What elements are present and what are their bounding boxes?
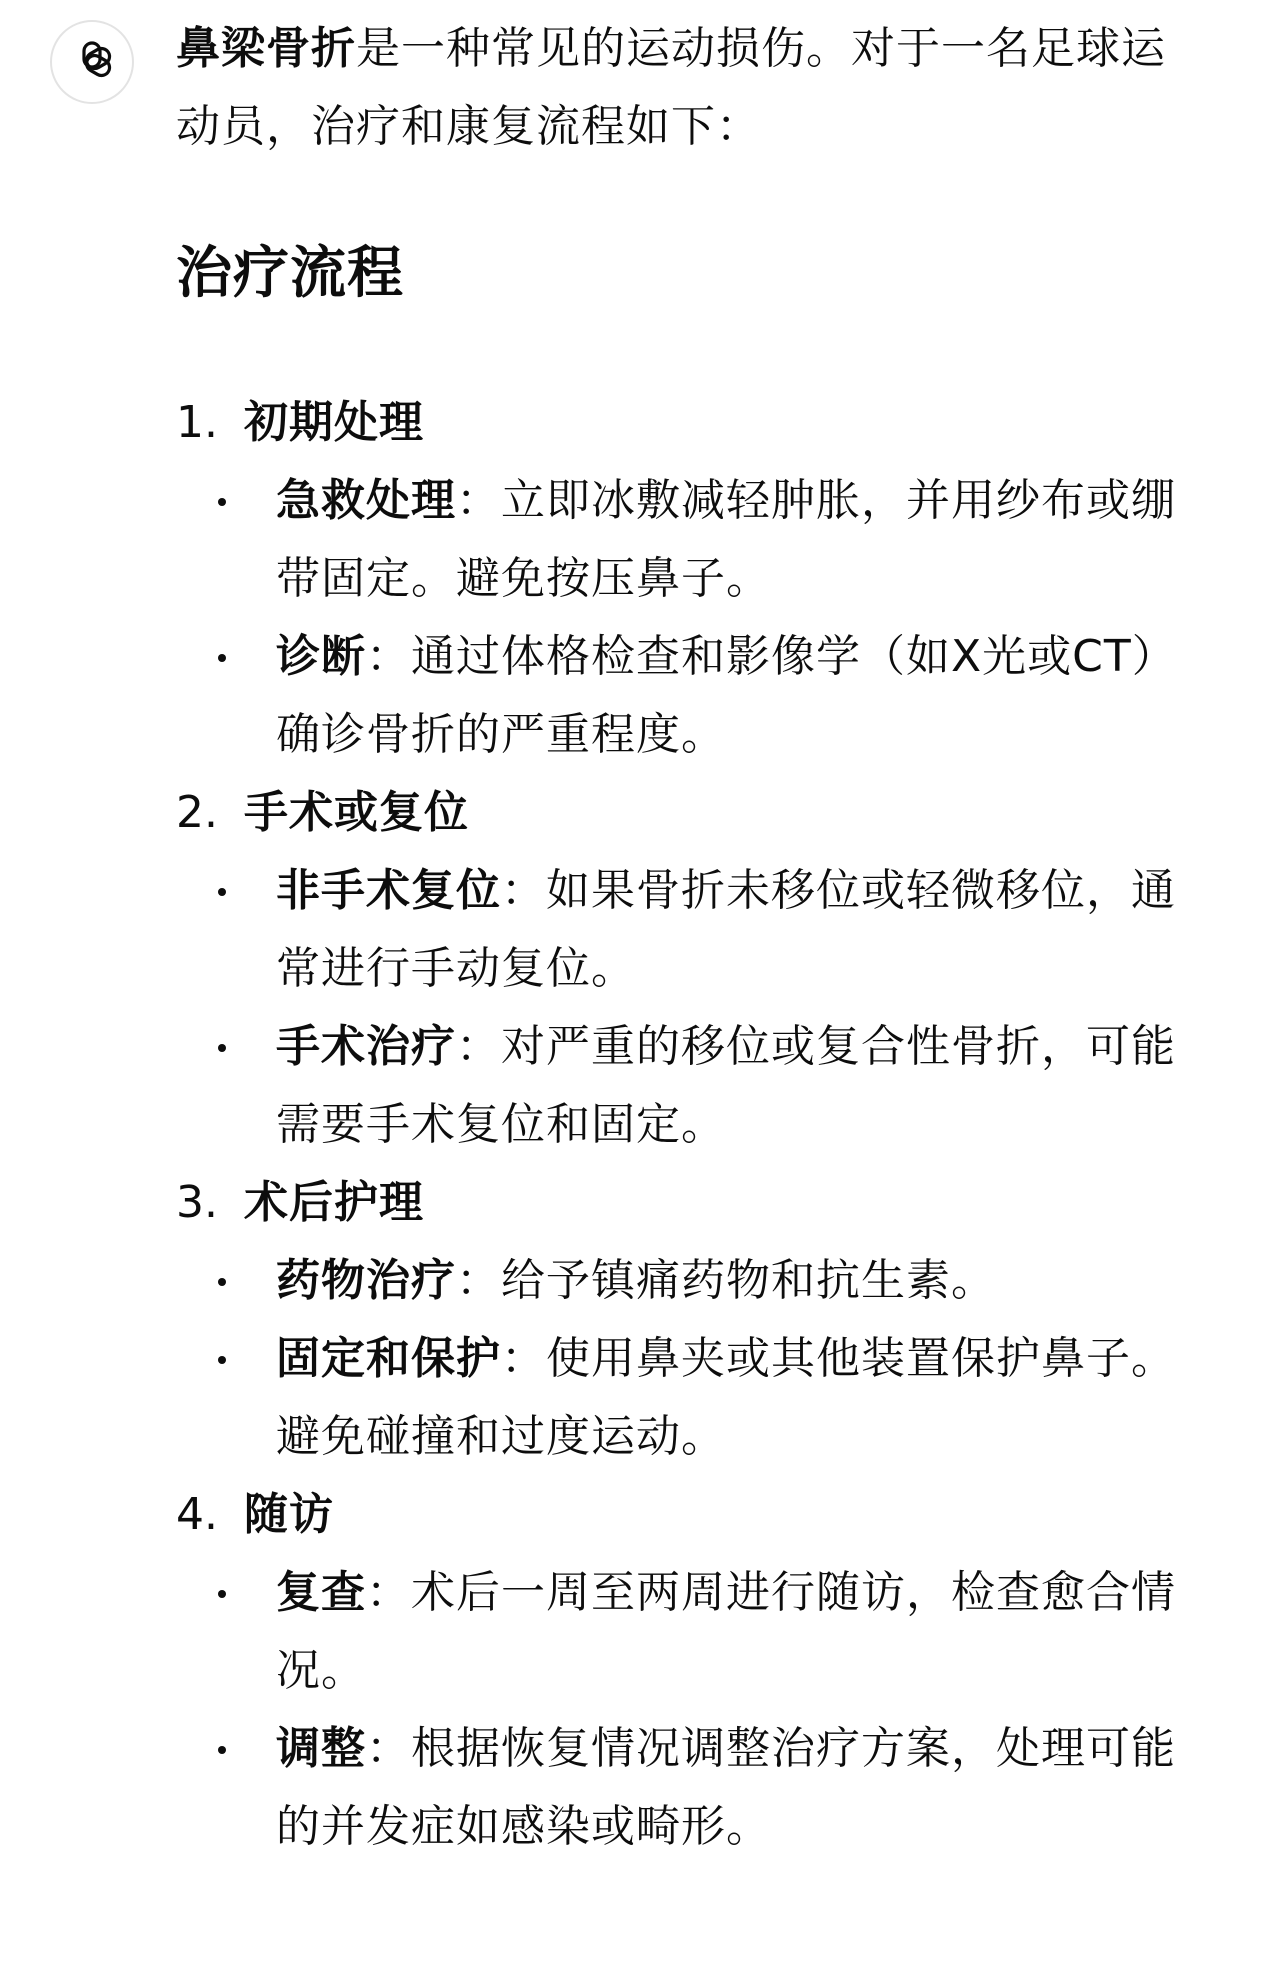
sub-sep: ： bbox=[366, 1567, 411, 1618]
sub-text: 给予镇痛药物和抗生素。 bbox=[501, 1255, 996, 1306]
sub-text: 使用鼻夹或其他装置保护鼻子。避免碰撞和过度运动。 bbox=[276, 1333, 1176, 1462]
sub-item bbox=[244, 852, 1186, 1008]
steps-list bbox=[176, 384, 1186, 1866]
sub-list bbox=[244, 1554, 1186, 1866]
sub-text: 根据恢复情况调整治疗方案，处理可能的并发症如感染或畸形。 bbox=[276, 1723, 1176, 1852]
assistant-avatar bbox=[50, 20, 134, 104]
assistant-message bbox=[176, 10, 1186, 1866]
step-title: 手术或复位 bbox=[244, 787, 469, 838]
sub-text: 通过体格检查和影像学（如X光或CT）确诊骨折的严重程度。 bbox=[276, 631, 1177, 760]
sub-text: 立即冰敷减轻肿胀，并用纱布或绷带固定。避免按压鼻子。 bbox=[276, 475, 1176, 604]
step-item bbox=[176, 1164, 1186, 1476]
sub-label: 非手术复位 bbox=[276, 865, 501, 916]
sub-item bbox=[244, 1710, 1186, 1866]
sub-label: 复查 bbox=[276, 1567, 366, 1618]
step-title: 术后护理 bbox=[244, 1177, 424, 1228]
sub-item bbox=[244, 1554, 1186, 1710]
sub-item bbox=[244, 1008, 1186, 1164]
step-number: 1. bbox=[176, 397, 218, 448]
sub-text: 如果骨折未移位或轻微移位，通常进行手动复位。 bbox=[276, 865, 1176, 994]
sub-sep: ： bbox=[456, 1021, 501, 1072]
sub-sep: ： bbox=[366, 631, 411, 682]
step-number: 3. bbox=[176, 1177, 218, 1228]
section-title: 治疗流程 bbox=[176, 241, 404, 306]
sub-label: 调整 bbox=[276, 1723, 366, 1774]
sub-item bbox=[244, 618, 1186, 774]
sub-text: 对严重的移位或复合性骨折，可能需要手术复位和固定。 bbox=[276, 1021, 1176, 1150]
sub-list bbox=[244, 462, 1186, 774]
sub-label: 药物治疗 bbox=[276, 1255, 456, 1306]
sub-label: 急救处理 bbox=[276, 475, 456, 526]
step-item bbox=[176, 774, 1186, 1164]
sub-label: 固定和保护 bbox=[276, 1333, 501, 1384]
sub-label: 诊断 bbox=[276, 631, 366, 682]
step-number: 4. bbox=[176, 1489, 218, 1540]
step-title: 随访 bbox=[244, 1489, 334, 1540]
step-item bbox=[176, 1476, 1186, 1866]
sub-item bbox=[244, 1320, 1186, 1476]
sub-label: 手术治疗 bbox=[276, 1021, 456, 1072]
sub-item bbox=[244, 462, 1186, 618]
sub-list bbox=[244, 1242, 1186, 1476]
sub-sep: ： bbox=[366, 1723, 411, 1774]
openai-logo-icon bbox=[67, 37, 117, 87]
intro-bold: 鼻梁骨折 bbox=[176, 23, 356, 74]
step-number: 2. bbox=[176, 787, 218, 838]
sub-item bbox=[244, 1242, 1186, 1320]
sub-text: 术后一周至两周进行随访，检查愈合情况。 bbox=[276, 1567, 1176, 1696]
step-title: 初期处理 bbox=[244, 397, 424, 448]
sub-list bbox=[244, 852, 1186, 1164]
sub-sep: ： bbox=[501, 1333, 546, 1384]
sub-sep: ： bbox=[456, 1255, 501, 1306]
sub-sep: ： bbox=[501, 865, 546, 916]
sub-sep: ： bbox=[456, 475, 501, 526]
intro-text: 是一种常见的运动损伤。对于一名足球运动员，治疗和康复流程如下： bbox=[176, 23, 1166, 152]
intro-paragraph bbox=[176, 10, 1186, 166]
step-item bbox=[176, 384, 1186, 774]
